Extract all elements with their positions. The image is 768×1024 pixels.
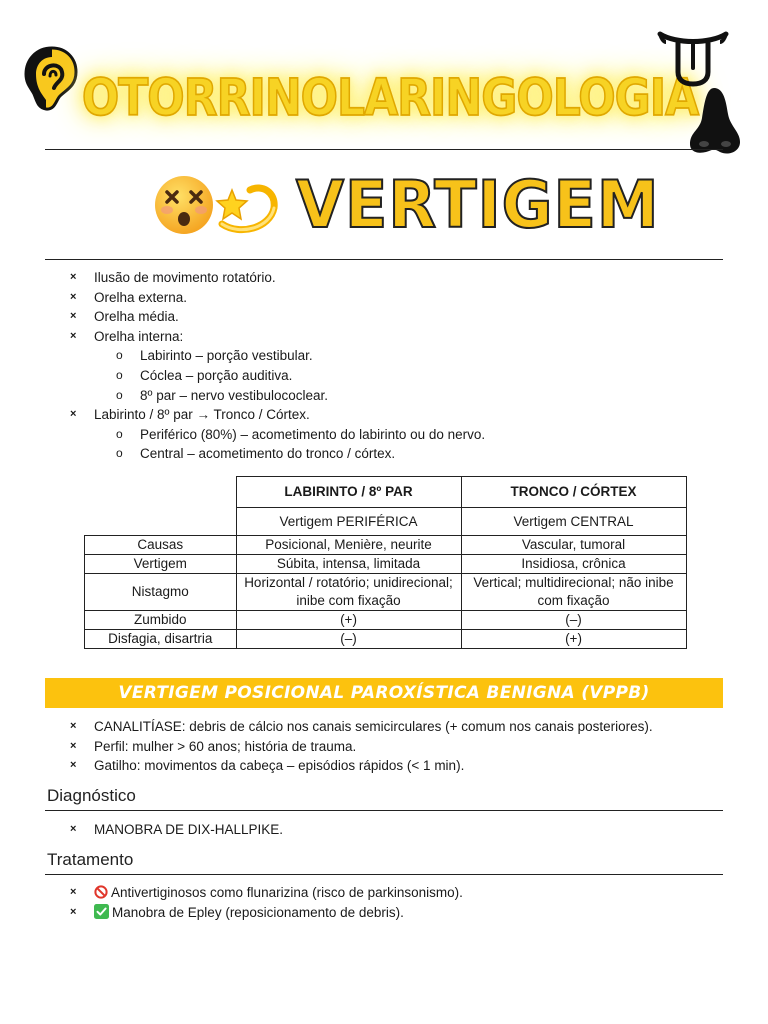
list-item: × CANALITÍASE: debris de cálcio nos canais semicirculares (+ comum nos canais posteriores). [46,717,726,737]
specialty-banner [40,58,740,138]
list-item: × Orelha externa. [46,288,726,308]
circle-bullet-icon: o [116,446,123,461]
tratamento-list [46,883,726,922]
check-mark-icon [94,904,109,919]
title-divider [45,259,723,260]
diagnostico-heading: Diagnóstico [47,786,136,805]
list-item: × MANOBRA DE DIX-HALLPIKE. [46,820,726,840]
vppb-title: VERTIGEM POSICIONAL PAROXÍSTICA BENIGNA (VPPB) [118,683,650,703]
diagnostico-divider [45,810,723,811]
sub-list-item: o Central – acometimento do tronco / córtex. [46,444,726,464]
cross-bullet-icon: × [70,271,77,283]
table-header: TRONCO / CÓRTEX [461,477,686,508]
table-row: Causas Posicional, Menière, neurite Vascular, tumoral [85,536,687,555]
sub-list-item: o Labirinto – porção vestibular. [46,346,726,366]
cross-bullet-icon: × [70,290,77,303]
intro-list [46,268,726,464]
cross-bullet-icon: × [70,905,77,918]
page-title: VERTIGEM [296,166,660,243]
cross-bullet-icon: × [70,329,77,342]
comparison-table [84,476,687,649]
table-row: Disfagia, disartria (–) (+) [85,630,687,649]
tratamento-heading: Tratamento [47,850,134,869]
table-header: LABIRINTO / 8º PAR [236,477,461,508]
circle-bullet-icon: o [116,387,123,402]
table-subheader: Vertigem CENTRAL [461,508,686,536]
banner-title: OTORRINOLARINGOLOGIA [81,68,699,128]
cross-bullet-icon: × [70,720,77,732]
cross-bullet-icon: × [70,823,77,835]
vppb-section-bar [45,678,723,708]
list-item: × Orelha média. [46,307,726,327]
no-entry-icon [94,885,108,899]
diagnostico-list [46,820,726,840]
circle-bullet-icon: o [116,367,123,382]
vppb-list [46,717,726,776]
sub-list-item: o Cóclea – porção auditiva. [46,366,726,386]
tratamento-divider [45,874,723,875]
sub-list-item: o 8º par – nervo vestibulococlear. [46,386,726,406]
list-item: × Labirinto / 8º par → Tronco / Córtex. [46,405,726,425]
circle-bullet-icon: o [116,348,123,363]
sub-list-item: o Periférico (80%) – acometimento do labirinto ou do nervo. [46,425,726,445]
table-row: Nistagmo Horizontal / rotatório; unidirecional; inibe com fixação Vertical; multidirecional; não inibe com fixação [85,574,687,611]
dizzy-star-icon [214,172,280,236]
table-subheader: Vertigem PERIFÉRICA [236,508,461,536]
cross-bullet-icon: × [70,408,77,421]
list-item: × Ilusão de movimento rotatório. [46,268,726,288]
list-item: × Gatilho: movimentos da cabeça – episódios rápidos (< 1 min). [46,756,726,776]
cross-bullet-icon: × [70,886,77,898]
list-item: × Antivertiginosos como flunarizina (risco de parkinsonismo). [46,883,726,903]
list-item: × Manobra de Epley (reposicionamento de debris). [46,903,726,923]
table-row: Zumbido (+) (–) [85,611,687,630]
cross-bullet-icon: × [70,739,77,752]
list-item: × Orelha interna: [46,327,726,347]
tongue-icon [656,28,730,88]
nose-icon [686,86,744,156]
dizzy-face-icon [153,174,215,236]
table-row: Vertigem Súbita, intensa, limitada Insidiosa, crônica [85,555,687,574]
cross-bullet-icon: × [70,759,77,772]
cross-bullet-icon: × [70,310,77,323]
list-item: × Perfil: mulher > 60 anos; história de trauma. [46,737,726,757]
circle-bullet-icon: o [116,426,123,441]
header-divider [45,149,723,150]
